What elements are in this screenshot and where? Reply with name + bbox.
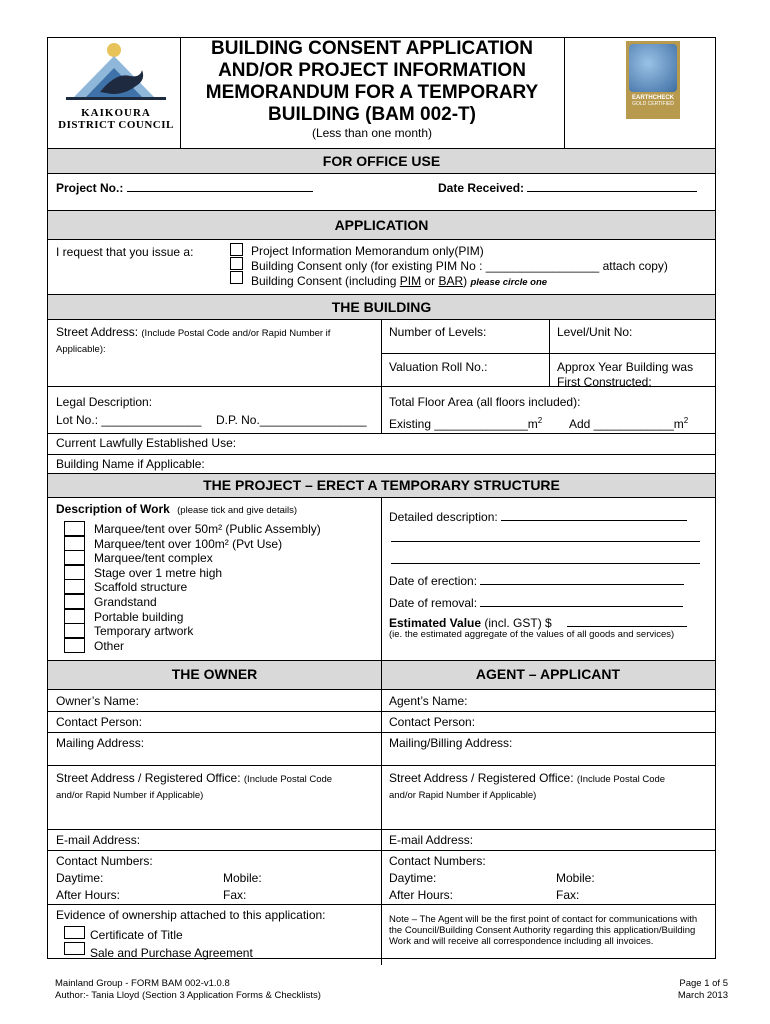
title-line-3: MEMORANDUM FOR A TEMPORARY: [205, 82, 539, 103]
level-unit-field[interactable]: Level/Unit No:: [557, 325, 633, 339]
council-name-line2: DISTRICT COUNCIL: [58, 119, 174, 131]
building-name-field[interactable]: Building Name if Applicable:: [56, 457, 205, 471]
agent-numbers-label: Contact Numbers:: [389, 854, 486, 868]
owner-name-field[interactable]: Owner’s Name:: [56, 694, 139, 708]
owner-numbers-label: Contact Numbers:: [56, 854, 153, 868]
detail-line-2[interactable]: [391, 563, 700, 564]
agent-fax-field[interactable]: Fax:: [556, 888, 580, 902]
detailed-description-field[interactable]: Detailed description:: [389, 508, 687, 525]
agent-name-field[interactable]: Agent’s Name:: [389, 694, 468, 708]
work-item-checkbox[interactable]: [64, 638, 85, 653]
street-address-note: (Include Postal Code and/or Rapid Number if Applicable):: [56, 328, 331, 355]
description-of-work: Description of Work (please tick and give details): [56, 502, 298, 516]
option-bc-pim-checkbox[interactable]: [230, 271, 243, 284]
date-received-field[interactable]: [438, 179, 697, 196]
title-line-4: BUILDING (BAM 002-T): [268, 104, 476, 125]
owner-fax-field[interactable]: Fax:: [223, 888, 247, 902]
work-item-checkbox[interactable]: [64, 609, 85, 624]
owner-email-field[interactable]: E-mail Address:: [56, 833, 141, 847]
evidence-label: Evidence of ownership attached to this application:: [56, 908, 326, 922]
work-item-label: Other: [94, 638, 125, 653]
application-heading: APPLICATION: [48, 210, 715, 240]
title-line-2: AND/OR PROJECT INFORMATION: [218, 60, 526, 81]
agent-contact-field[interactable]: Contact Person:: [389, 715, 476, 729]
floor-area-label: Total Floor Area (all floors included):: [389, 395, 581, 409]
work-item-label: Grandstand: [94, 595, 157, 609]
work-item-label: Marquee/tent complex: [94, 551, 213, 566]
agent-daytime-field[interactable]: Daytime:: [389, 871, 437, 885]
owner-heading: THE OWNER: [171, 666, 258, 682]
title-subtitle: (Less than one month): [311, 126, 433, 140]
owner-street-field[interactable]: Street Address / Registered Office: (Include Postal Code and/or Rapid Number if Applicable): [56, 771, 333, 801]
bar-choice[interactable]: BAR: [438, 274, 464, 288]
agent-mailing-field[interactable]: Mailing/Billing Address:: [389, 736, 513, 750]
work-item-label: Marquee/tent over 50m² (Public Assembly): [94, 522, 321, 536]
project-no-label: Project No.:: [56, 181, 124, 195]
certificate-title-checkbox[interactable]: [64, 926, 85, 939]
agent-email-field[interactable]: E-mail Address:: [389, 833, 474, 847]
sale-agreement-label: Sale and Purchase Agreement: [90, 946, 253, 960]
work-item-checkbox[interactable]: [64, 550, 85, 565]
work-item-label: Portable building: [94, 609, 184, 624]
work-item-label: Temporary artwork: [94, 624, 194, 639]
work-item-checkbox[interactable]: [64, 521, 85, 536]
estimated-value-field[interactable]: Estimated Value (incl. GST) $: [389, 614, 687, 631]
earthcheck-badge: [626, 41, 680, 119]
floor-area-existing-field[interactable]: Existing $\_\_\_\_\_\_\_\_\_\_\_\_\_\_m^2$: [389, 416, 543, 431]
approx-year-field[interactable]: Approx Year Building was First Constructed:: [557, 360, 694, 389]
agent-heading: AGENT – APPLICANT: [475, 666, 621, 682]
badge-subtext: GOLD CERTIFIED: [632, 101, 674, 107]
agent-street-field[interactable]: Street Address / Registered Office: (Include Postal Code and/or Rapid Number if Applicable): [389, 771, 666, 801]
detail-line-1[interactable]: [391, 541, 700, 542]
work-item-checkbox[interactable]: [64, 536, 85, 551]
option-bc-checkbox[interactable]: [230, 257, 243, 270]
estimated-value-note: (ie. the estimated aggregate of the values of all goods and services): [389, 629, 675, 640]
agent-note: Note – The Agent will be the first point of contact for communications with the Council/Building Consent Authority regarding this application/Building Work and will receive all correspondence including all invoices.: [389, 914, 698, 947]
work-item-label: Marquee/tent over 100m² (Pvt Use): [94, 536, 283, 551]
owner-contact-field[interactable]: Contact Person:: [56, 715, 143, 729]
work-item-label: Scaffold structure: [94, 580, 188, 595]
option-pim-checkbox[interactable]: [230, 243, 243, 256]
owner-mobile-field[interactable]: Mobile:: [223, 871, 262, 885]
date-removal-field[interactable]: Date of removal:: [389, 594, 683, 611]
council-logo: [56, 42, 176, 131]
badge-text: EARTHCHECK: [632, 95, 674, 101]
footer-left-1: Mainland Group - FORM BAM 002-v1.0.8: [55, 978, 230, 989]
valuation-field[interactable]: Valuation Roll No.:: [389, 360, 488, 374]
footer-left-2: Author:- Tania Lloyd (Section 3 Application Forms & Checklists): [55, 990, 321, 1001]
levels-field[interactable]: Number of Levels:: [389, 325, 487, 339]
agent-mobile-field[interactable]: Mobile:: [556, 871, 595, 885]
option-bc-label: Building Consent only (for existing PIM No : _________________ attach copy): [251, 259, 668, 273]
work-item-checkbox[interactable]: [64, 594, 85, 609]
current-use-field[interactable]: Current Lawfully Established Use:: [56, 436, 237, 450]
date-erection-field[interactable]: Date of erection:: [389, 572, 684, 589]
owner-daytime-field[interactable]: Daytime:: [56, 871, 104, 885]
owner-mailing-field[interactable]: Mailing Address:: [56, 736, 145, 750]
application-form: [47, 37, 716, 959]
date-received-label: Date Received:: [438, 181, 525, 195]
work-item-label: Stage over 1 metre high: [94, 565, 223, 580]
option-bc-pim-label: Building Consent (including PIM or BAR) please circle one: [251, 274, 548, 288]
lot-no-field[interactable]: Lot No.: _______________: [56, 413, 202, 427]
certificate-title-label: Certificate of Title: [90, 928, 183, 942]
building-heading: THE BUILDING: [48, 294, 715, 320]
footer-date: March 2013: [677, 990, 728, 1001]
sale-agreement-checkbox[interactable]: [64, 942, 85, 955]
title-line-1: BUILDING CONSENT APPLICATION: [211, 38, 533, 59]
project-no-field[interactable]: [56, 179, 313, 196]
council-name-line1: KAIKOURA: [81, 107, 151, 119]
work-item-checkbox[interactable]: [64, 623, 85, 638]
form-title: [198, 38, 546, 141]
office-use-heading: FOR OFFICE USE: [48, 148, 715, 174]
dp-no-field[interactable]: D.P. No.________________: [216, 413, 367, 427]
option-pim-label: Project Information Memorandum only(PIM): [251, 244, 484, 258]
street-address-field[interactable]: [56, 325, 374, 357]
agent-after-hours-field[interactable]: After Hours:: [389, 888, 454, 902]
legal-description-label: Legal Description:: [56, 395, 153, 409]
work-item-checkbox[interactable]: [64, 579, 85, 594]
project-heading: THE PROJECT – ERECT A TEMPORARY STRUCTURE: [48, 473, 715, 498]
owner-after-hours-field[interactable]: After Hours:: [56, 888, 121, 902]
floor-area-add-field[interactable]: Add $\_\_\_\_\_\_\_\_\_\_\_\_m^2$: [569, 416, 689, 431]
work-item-checkbox[interactable]: [64, 565, 85, 580]
pim-choice[interactable]: PIM: [399, 274, 422, 288]
request-label: I request that you issue a:: [56, 245, 194, 259]
footer-page: Page 1 of 5: [679, 978, 728, 989]
street-address-label: Street Address:: [56, 325, 139, 339]
